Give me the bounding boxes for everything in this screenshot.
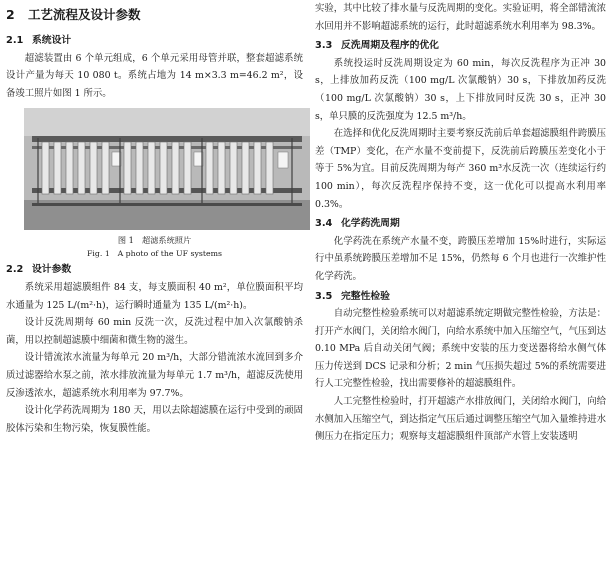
subsection-heading-2-2 (6, 261, 303, 279)
subsection-heading-2-1 (6, 32, 303, 50)
paragraph-design-params-1: 系统采用超滤膜组件 84 支，每支膜面积 40 m²，单位膜面积平均水通量为 125 L/(m²·h)，运行瞬时通量为 135 L/(m²·h)。 (6, 281, 303, 311)
subsection-heading-3-4 (315, 215, 606, 233)
subsection-heading-3-5 (315, 288, 606, 306)
subsection-number: 3.5 (315, 290, 333, 302)
paragraph-backwash-2: 在选择和优化反洗周期时主要考察反洗前后单套超滤膜组件跨膜压差（TMP）变化，在产水量不变前提下，反洗前后跨膜压差变化小于等于 5%为宜。目前反洗周期为每产 360 m³水反洗一次（连续运行约 100 min），每次反洗程序保持不变，这一优化可以提高水利用率 0.3%。 (315, 128, 606, 210)
subsection-title: 化学药洗周期 (341, 218, 400, 230)
right-column (315, 0, 606, 446)
paragraph-design-params-3: 设计错流浓水流量为每单元 20 m³/h，大部分错流浓水流回到多介质过滤器给水泵之前，浓水排放流量为每单元 1.7 m³/h，超滤反洗使用反渗透浓水，超滤系统水利用率为 97.7%。 (6, 352, 303, 399)
paragraph-backwash-1: 系统投运时反洗周期设定为 60 min，每次反洗程序为正冲 30 s，上排放加药反洗（100 mg/L 次氯酸钠）30 s，下排放加药反洗（100 mg/L 次氯酸钠）30 s，上下排放同时反洗 30 s，正冲 30 s，单只膜的反洗强度为 12.5 m³/h。 (315, 57, 606, 122)
photo-illustration (24, 108, 310, 230)
subsection-title: 系统设计 (32, 35, 72, 46)
subsection-number: 3.3 (315, 40, 333, 52)
paragraph-continued: 实验，其中比较了排水量与反洗周期的变化。实验证明，将全部错流浓水回用并不影响超滤系统的运行，此时超滤系统水利用率为 98.3%。 (315, 3, 606, 32)
paragraph-system-design: 超滤装置由 6 个单元组成，6 个单元采用母管并联，整套超滤系统设计产量为每天 10 080 t。系统占地为 14 m×3.3 m=46.2 m²，设备竣工照片如图 1 所示。 (6, 52, 303, 99)
subsection-number: 3.4 (315, 218, 333, 230)
paragraph-chemical-wash: 化学药洗在系统产水量不变，跨膜压差增加 15%时进行，实际运行中虽系统跨膜压差增加不足 15%，仍然每 6 个月也进行一次维护性化学药洗。 (315, 235, 606, 282)
uf-system-photo (24, 108, 310, 230)
section-heading (6, 6, 303, 24)
subsection-title: 设计参数 (32, 264, 72, 276)
paragraph-integrity-2: 人工完整性检验时，打开超滤产水排放阀门，关闭给水阀门，向给水侧加入压缩空气，到达指定气压后通过调整压缩空气加入量维持进水侧压力在指定压力；观察每支超滤膜组件顶部产水管上安装透明 (315, 396, 606, 443)
subsection-heading-3-3 (315, 37, 606, 55)
left-column (6, 0, 303, 437)
subsection-number: 2.1 (6, 35, 24, 46)
subsection-number: 2.2 (6, 264, 24, 276)
subsection-title: 反洗周期及程序的优化 (341, 40, 439, 52)
paragraph-integrity-1: 自动完整性检验系统可以对超滤系统定期做完整性检验，方法是：打开产水阀门，关闭给水阀门，向给水系统中加入压缩空气，气压到达 0.10 MPa 后自动关闭气阀；系统中安装的压力变送器将给水侧气体压力传送到 DCS 记录和分析；2 min 气压损失超过 5%的系统需要进行人工完整性检验，找出需要修补的超滤膜组件。 (315, 308, 606, 390)
figure-caption-en: Fig. 1 A photo of the UF systems (86, 249, 223, 259)
subsection-title: 完整性检验 (341, 290, 390, 302)
section-title: 工艺流程及设计参数 (28, 7, 141, 22)
paragraph-design-params-2: 设计反洗周期每 60 min 反洗一次，反洗过程中加入次氯酸钠杀菌，用以控制超滤膜中细菌和微生物的滋生。 (6, 317, 303, 346)
paragraph-design-params-4: 设计化学药洗周期为 180 天，用以去除超滤膜在运行中受到的顽固胶体污染和生物污染，恢复膜性能。 (6, 405, 303, 434)
section-number: 2 (6, 7, 15, 22)
figure-caption-cn: 图 1 超滤系统照片 (117, 235, 192, 246)
